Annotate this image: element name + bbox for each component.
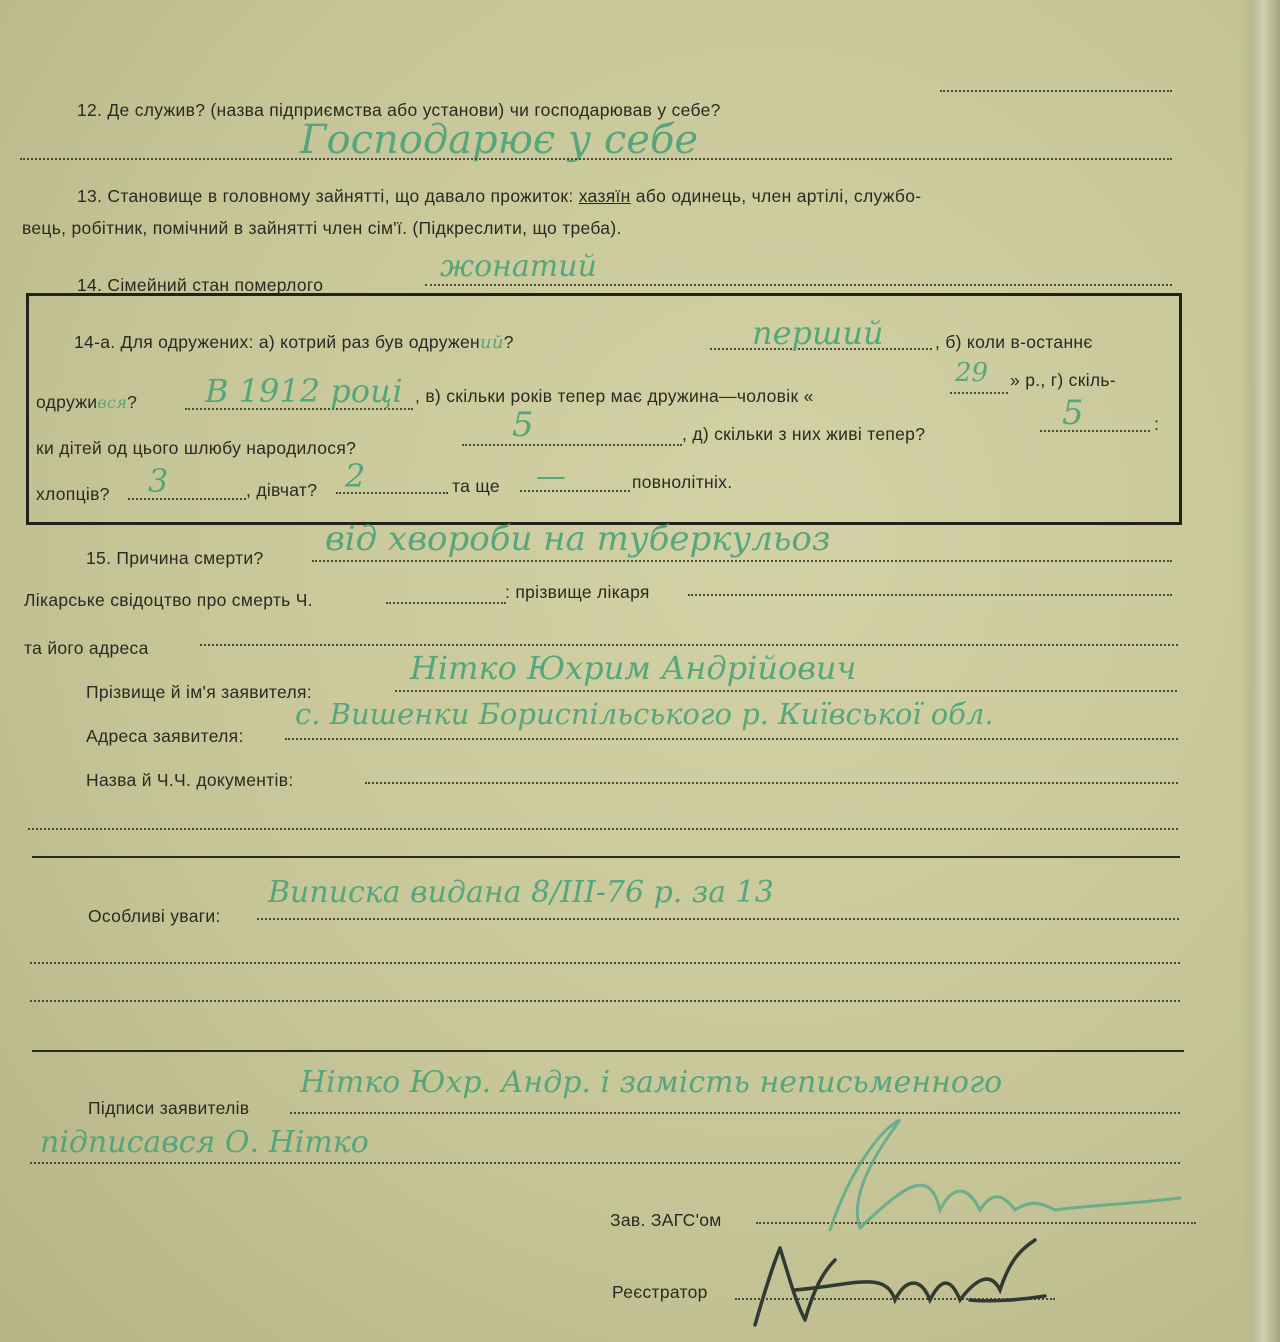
q14a-answer-boys[interactable]: 3	[148, 462, 169, 500]
q14a-alive-line	[1040, 430, 1150, 432]
q14a-answer-children[interactable]: 5	[512, 405, 534, 445]
q14a-c-label-post: » р., г) скіль-	[1010, 370, 1116, 390]
q12-label: 12. Де служив? (назва підприємства або установи) чи господарював у себе?	[77, 100, 721, 120]
signatures-value-line1[interactable]: Нітко Юхр. Андр. і замість неписьменного	[300, 1065, 1003, 1100]
q15-answer-line	[312, 560, 1172, 562]
applicant-docs-label: Назва й Ч.Ч. документів:	[86, 770, 294, 790]
page-edge	[1240, 0, 1280, 1342]
q14a-alive-label: , д) скільки з них живі тепер?	[682, 424, 926, 444]
q14a-question-mark: ?	[503, 332, 514, 352]
q14a-boys-label: хлопців?	[36, 484, 110, 504]
q14a-line2	[36, 394, 137, 412]
q14a-colon: :	[1154, 414, 1160, 434]
applicant-address-label: Адреса заявителя:	[86, 726, 244, 746]
q12-answer-line	[20, 158, 1172, 160]
q15-label: 15. Причина смерти?	[86, 548, 264, 568]
applicant-name-value[interactable]: Нітко Юхрим Андрійович	[410, 649, 857, 687]
q14a-line2-ending-handwritten[interactable]: вся	[97, 393, 128, 412]
q14a-answer-b[interactable]: В 1912 році	[205, 372, 403, 410]
applicant-address-value[interactable]: с. Вишенки Бориспільського р. Київської обл.	[295, 697, 994, 731]
q14a-answer-more[interactable]: —	[536, 459, 566, 494]
registrar-signature-icon	[735, 1230, 1055, 1330]
q14a-married-label: одружи	[36, 392, 98, 412]
q14a-line2-question-mark: ?	[127, 392, 138, 412]
q12-answer[interactable]: Господарює у себе	[300, 117, 699, 163]
notes-extra-line-2	[30, 1000, 1180, 1002]
doctor-address-line	[200, 644, 1178, 646]
q14a-more-label: та ще	[452, 476, 500, 496]
applicant-docs-line	[365, 782, 1178, 784]
q13-text-prefix: 13. Становище в головному зайнятті, що давало прожиток:	[77, 186, 574, 206]
q14a-marriage-count-label: 14-а. Для одружених: а) котрий раз був одружен	[74, 332, 480, 352]
q14a-girls-label: , дівчат?	[246, 480, 318, 500]
q14a-children-label: ки дітей од цього шлюбу народилося?	[36, 438, 357, 458]
q14a-b-label: , б) коли в-останнє	[935, 332, 1093, 352]
registrar-label: Реєстратор	[612, 1282, 708, 1302]
q14a-answer-a[interactable]: перший	[752, 314, 884, 352]
applicant-address-line	[285, 738, 1178, 740]
notes-label: Особливі уваги:	[88, 906, 221, 926]
q14a-boys-line	[128, 498, 246, 500]
q13-underlined-option[interactable]: хазяїн	[578, 186, 631, 206]
q14a-answer-girls[interactable]: 2	[345, 457, 366, 495]
signatures-value-line2[interactable]: підписався О. Нітко	[40, 1125, 369, 1160]
doctor-cert-line	[386, 602, 506, 604]
q13-line2: вець, робітник, помічний в зайнятті член сім'ї. (Підкреслити, що треба).	[22, 218, 622, 238]
doctor-name-line	[688, 594, 1172, 596]
applicant-name-line	[395, 690, 1177, 692]
q14a-line1-label	[74, 334, 514, 352]
q14a-adults-label: повнолітніх.	[632, 472, 733, 492]
q14a-c-line	[950, 392, 1008, 394]
q14a-children-line	[462, 444, 682, 446]
head-of-registry-label: Зав. ЗАГС'ом	[610, 1210, 722, 1230]
q14-answer-line	[425, 284, 1172, 286]
q13-text-suffix: або одинець, член артілі, службо-	[635, 186, 922, 206]
section-divider-1	[32, 856, 1180, 858]
docs-extra-line	[28, 828, 1178, 830]
q14-answer[interactable]: жонатий	[440, 249, 597, 284]
q13-label	[77, 188, 921, 206]
q14a-answer-c[interactable]: 29	[955, 358, 989, 388]
q12-dotted-line	[940, 90, 1172, 92]
notes-value[interactable]: Виписка видана 8/ІІІ-76 р. за 13	[268, 875, 774, 910]
doctor-name-label: : прізвище лікаря	[505, 582, 650, 602]
q14a-c-label-pre: , в) скільки років тепер має дружина—чоловік «	[415, 386, 814, 406]
doctor-cert-label: Лікарське свідоцтво про смерть Ч.	[24, 590, 313, 610]
notes-line	[257, 918, 1179, 920]
doctor-address-label: та його адреса	[24, 638, 149, 658]
applicant-name-label: Прізвище й ім'я заявителя:	[86, 682, 312, 702]
section-divider-2	[32, 1050, 1184, 1052]
q15-answer[interactable]: від хвороби на туберкульоз	[325, 519, 831, 559]
q14a-answer-alive[interactable]: 5	[1062, 393, 1084, 433]
q14a-ending-handwritten[interactable]: ий	[479, 332, 504, 353]
signatures-label: Підписи заявителів	[88, 1098, 250, 1118]
q14-label: 14. Сімейний стан померлого	[77, 275, 324, 295]
notes-extra-line-1	[30, 962, 1180, 964]
head-signature-icon	[790, 1110, 1190, 1240]
